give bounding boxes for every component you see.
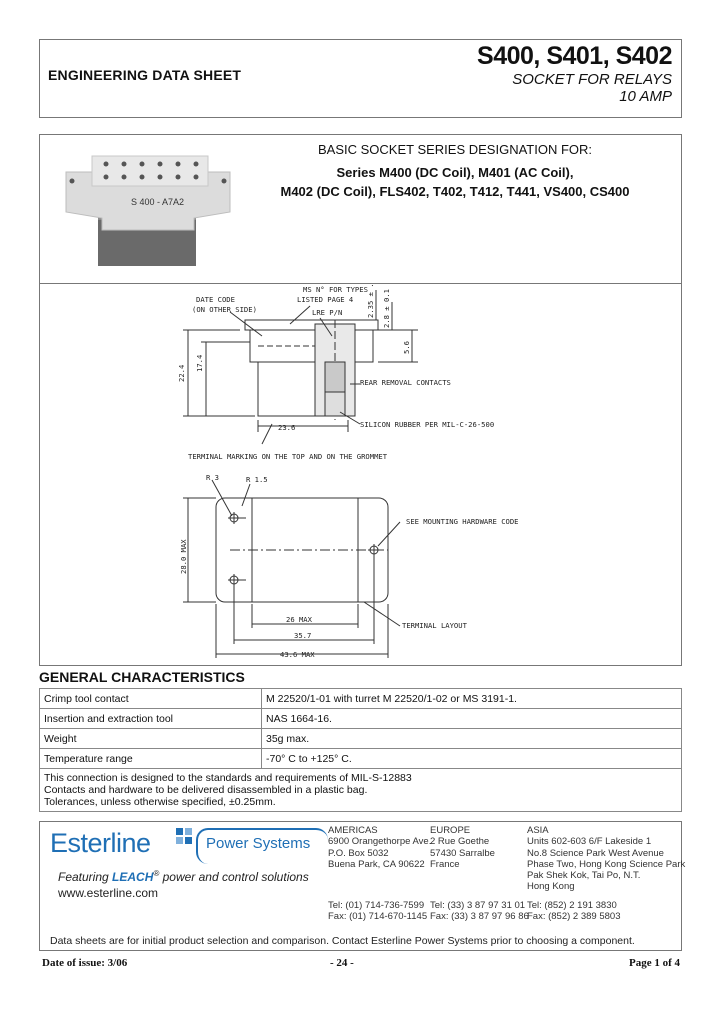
- rating-text: 10 AMP: [619, 88, 672, 105]
- esterline-logo: [50, 826, 330, 870]
- dim-17-4: 17.4: [195, 354, 204, 372]
- dim-35-7: 35.7: [294, 631, 312, 640]
- row-value: NAS 1664-16.: [262, 709, 682, 729]
- address-line: P.O. Box 5032: [328, 847, 389, 859]
- label-ms-types: MS N° FOR TYPES: [303, 285, 368, 294]
- address-line: Units 602-603 6/F Lakeside 1: [527, 836, 652, 848]
- fax-europe: Fax: (33) 3 87 97 96 86: [430, 911, 529, 923]
- division-name: Power Systems: [206, 835, 311, 852]
- phone-asia: Tel: (852) 2 191 3830: [527, 900, 617, 911]
- label-mounting-hardware: SEE MOUNTING HARDWARE CODE: [406, 517, 519, 526]
- address-line: Buena Park, CA 90622: [328, 858, 425, 870]
- address-americas: [328, 825, 431, 870]
- disclaimer-text: Data sheets are for initial product selection and comparison. Contact Esterline Power Systems prior to choosing a component.: [50, 935, 635, 947]
- tagline-post: power and control solutions: [159, 870, 309, 884]
- contact-americas: [328, 900, 427, 923]
- logo-wordmark: Esterline: [50, 828, 151, 858]
- label-date-code: DATE CODE: [196, 295, 235, 304]
- page-number: - 24 -: [330, 957, 354, 969]
- technical-drawing: [40, 284, 680, 664]
- label-rear-removal: REAR REMOVAL CONTACTS: [360, 378, 451, 387]
- table-row: [40, 709, 682, 729]
- brand-leach: LEACH: [112, 870, 154, 884]
- row-label: Weight: [40, 729, 262, 749]
- dim-23-6: 23.6: [278, 423, 296, 432]
- note-line: Contacts and hardware to be delivered disassembled in a plastic bag.: [44, 784, 368, 796]
- row-value: -70° C to +125° C.: [262, 749, 682, 769]
- tagline-reg: ®: [153, 869, 160, 878]
- row-label: Crimp tool contact: [40, 689, 262, 709]
- address-line: Hong Kong: [527, 881, 575, 893]
- note-line: This connection is designed to the standards and requirements of MIL-S-12883: [44, 772, 412, 784]
- notes-cell: [40, 769, 682, 812]
- label-silicon-rubber: SILICON RUBBER PER MIL-C-26-500: [360, 420, 495, 429]
- label-other-side: (ON OTHER SIDE): [192, 305, 257, 314]
- table-row: [40, 749, 682, 769]
- row-value: M 22520/1-01 with turret M 22520/1-02 or MS 3191-1.: [262, 689, 682, 709]
- page-of: Page 1 of 4: [628, 957, 680, 969]
- designation-heading: BASIC SOCKET SERIES DESIGNATION FOR:: [317, 142, 592, 157]
- label-r1-5: R 1.5: [246, 475, 268, 484]
- label-lre-pn: LRE P/N: [312, 308, 343, 317]
- label-terminal-marking: TERMINAL MARKING ON THE TOP AND ON THE GROMMET: [188, 452, 388, 461]
- dim-28-max: 28.0 MAX: [179, 539, 188, 574]
- address-line: No.8 Science Park West Avenue: [527, 847, 664, 859]
- sheet-type-title: ENGINEERING DATA SHEET: [48, 67, 242, 83]
- designation-line-2: M402 (DC Coil), FLS402, T402, T412, T441, VS400, CS400: [280, 184, 630, 199]
- table-row: [40, 729, 682, 749]
- address-line: Phase Two, Hong Kong Science Park: [527, 858, 686, 870]
- product-photo: [62, 150, 238, 268]
- region-heading: AMERICAS: [328, 825, 378, 836]
- website-link[interactable]: www.esterline.com: [58, 886, 159, 900]
- phone-americas: Tel: (01) 714-736-7599: [328, 900, 425, 911]
- note-line: Tolerances, unless otherwise specified, ±0.25mm.: [44, 796, 276, 808]
- label-terminal-layout: TERMINAL LAYOUT: [402, 621, 467, 630]
- label-listed-page: LISTED PAGE 4: [297, 295, 354, 304]
- table-row: [40, 689, 682, 709]
- address-line: 57430 Sarralbe: [430, 847, 495, 859]
- dim-43-6-max: 43.6 MAX: [280, 650, 315, 659]
- address-line: 2 Rue Goethe: [430, 836, 490, 848]
- designation-line-1: Series M400 (DC Coil), M401 (AC Coil),: [336, 165, 574, 180]
- fax-americas: Fax: (01) 714-670-1145: [328, 911, 428, 923]
- phone-europe: Tel: (33) 3 87 97 31 01: [430, 900, 526, 911]
- address-line: 6900 Orangethorpe Ave.: [328, 836, 432, 848]
- tagline: [58, 869, 309, 884]
- header-right: [352, 42, 672, 105]
- row-label: Insertion and extraction tool: [40, 709, 262, 729]
- issue-date: Date of issue: 3/06: [42, 957, 128, 969]
- region-heading: EUROPE: [430, 825, 471, 836]
- contact-asia: [527, 900, 620, 923]
- tagline-pre: Featuring: [58, 870, 113, 884]
- dim-2-8: 2.8 ± 0.1: [382, 289, 391, 328]
- product-subtitle: SOCKET FOR RELAYS: [512, 71, 672, 88]
- contact-europe: [430, 900, 529, 923]
- row-value: 35g max.: [262, 729, 682, 749]
- photo-label: S 400 - A7A2: [131, 197, 185, 207]
- address-europe: [430, 825, 495, 870]
- region-heading: ASIA: [527, 825, 549, 836]
- address-asia: [527, 825, 685, 893]
- dim-5-6: 5.6: [402, 341, 411, 354]
- designation-text: [250, 140, 660, 201]
- fax-asia: Fax: (852) 2 389 5803: [527, 911, 621, 923]
- table-row-notes: [40, 769, 682, 812]
- label-r3: R 3: [206, 473, 219, 482]
- row-label: Temperature range: [40, 749, 262, 769]
- dim-22-4: 22.4: [177, 364, 186, 382]
- part-numbers-title: S400, S401, S402: [477, 42, 672, 70]
- address-line: France: [430, 858, 460, 870]
- logo-mark-icon: [176, 828, 192, 844]
- general-characteristics-title: GENERAL CHARACTERISTICS: [39, 669, 245, 685]
- address-line: Pak Shek Kok, Tai Po, N.T.: [527, 870, 641, 882]
- dim-26-max: 26 MAX: [286, 615, 312, 624]
- characteristics-table: [39, 688, 682, 812]
- dim-2-35: 2.35 ± .01: [366, 284, 375, 318]
